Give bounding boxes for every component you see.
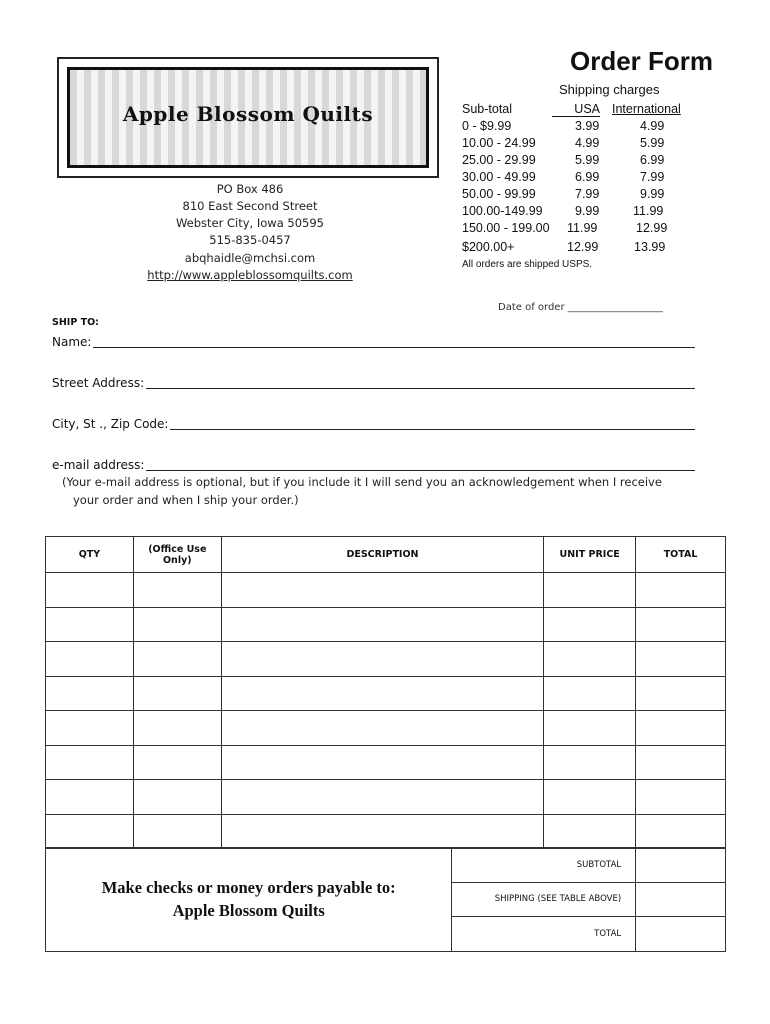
- shipping-row: [462, 170, 702, 186]
- address-street: 810 East Second Street: [182, 199, 318, 213]
- office-use-cell[interactable]: [133, 642, 221, 677]
- office-use-line1: (Office Use: [148, 543, 207, 555]
- street-address-field[interactable]: [52, 372, 695, 390]
- shipping-row: [462, 204, 702, 220]
- office-use-cell[interactable]: [133, 676, 221, 711]
- description-cell[interactable]: [221, 607, 543, 642]
- shipping-intl: 12.99: [636, 221, 668, 235]
- description-cell[interactable]: [221, 780, 543, 815]
- total-cell[interactable]: [636, 780, 726, 815]
- description-cell[interactable]: [221, 676, 543, 711]
- qty-cell[interactable]: [46, 642, 134, 677]
- shipping-range: 150.00 - 199.00: [462, 221, 550, 235]
- shipping-intl: 4.99: [640, 119, 665, 133]
- shipping-usa: 4.99: [575, 136, 600, 150]
- description-header: DESCRIPTION: [221, 537, 543, 573]
- shipping-row: [462, 119, 702, 135]
- description-cell[interactable]: [221, 745, 543, 780]
- shipping-header-row: [462, 102, 702, 118]
- office-use-cell[interactable]: [133, 607, 221, 642]
- total-cell[interactable]: [636, 711, 726, 746]
- table-row: [46, 642, 726, 677]
- shipping-range: 0 - $9.99: [462, 119, 512, 133]
- table-row: [46, 780, 726, 815]
- qty-cell[interactable]: [46, 745, 134, 780]
- shipping-usa: 11.99: [567, 221, 598, 235]
- total-cell[interactable]: [636, 745, 726, 780]
- qty-cell[interactable]: [46, 711, 134, 746]
- shipping-row: [462, 153, 702, 169]
- address-city: Webster City, Iowa 50595: [175, 216, 324, 230]
- description-cell[interactable]: [221, 573, 543, 608]
- description-cell[interactable]: [221, 814, 543, 849]
- shipping-col-usa: USA: [552, 102, 600, 117]
- qty-cell[interactable]: [46, 573, 134, 608]
- shipping-intl: 5.99: [640, 136, 665, 150]
- office-use-cell[interactable]: [133, 573, 221, 608]
- subtotal-label: SUBTOTAL: [452, 848, 636, 883]
- unit-price-cell[interactable]: [544, 607, 636, 642]
- shipping-usa: 7.99: [575, 187, 600, 201]
- description-cell[interactable]: [221, 642, 543, 677]
- unit-price-cell[interactable]: [544, 745, 636, 780]
- email-label: e-mail address:: [52, 458, 145, 472]
- total-value-cell[interactable]: [636, 917, 726, 952]
- email-field-line: [52, 470, 695, 471]
- street-address-label: Street Address:: [52, 376, 145, 390]
- email-note-line1: (Your e-mail address is optional, but if you include it I will send you an acknowledgement when I receive: [62, 475, 662, 489]
- page-title: Order Form: [570, 46, 714, 76]
- unit-price-cell[interactable]: [544, 573, 636, 608]
- payment-line2: Apple Blossom Quilts: [172, 901, 325, 921]
- email-field[interactable]: [52, 454, 695, 472]
- total-cell[interactable]: [636, 676, 726, 711]
- name-label: Name:: [52, 335, 92, 349]
- order-table-header: [46, 537, 726, 573]
- qty-cell[interactable]: [46, 676, 134, 711]
- payment-line1: Make checks or money orders payable to:: [101, 878, 396, 898]
- table-row: [46, 745, 726, 780]
- name-field-line: [52, 347, 695, 348]
- total-cell[interactable]: [636, 642, 726, 677]
- logo-text: Apple Blossom Quilts: [122, 102, 374, 126]
- date-of-order-field[interactable]: Date of order ___________________: [498, 302, 663, 313]
- unit-price-header: UNIT PRICE: [544, 537, 636, 573]
- shipping-intl: 7.99: [640, 170, 665, 184]
- city-state-zip-field[interactable]: [52, 413, 695, 431]
- qty-cell[interactable]: [46, 780, 134, 815]
- unit-price-cell[interactable]: [544, 814, 636, 849]
- office-use-header: [133, 537, 221, 573]
- shipping-range: 100.00-149.99: [462, 204, 543, 218]
- table-row: [46, 607, 726, 642]
- office-use-line2: Only): [162, 554, 192, 566]
- unit-price-cell[interactable]: [544, 711, 636, 746]
- shipping-range: 50.00 - 99.99: [462, 187, 536, 201]
- shipping-intl: 13.99: [634, 240, 666, 254]
- shipping-usa: 3.99: [575, 119, 600, 133]
- total-label: TOTAL: [452, 917, 636, 952]
- unit-price-cell[interactable]: [544, 676, 636, 711]
- shipping-usa: 5.99: [575, 153, 600, 167]
- table-row: [46, 711, 726, 746]
- logo: [57, 57, 439, 178]
- shipping-intl: 6.99: [640, 153, 665, 167]
- shipping-row: [462, 221, 702, 237]
- email-note-line2: your order and when I ship your order.): [73, 493, 299, 507]
- office-use-cell[interactable]: [133, 745, 221, 780]
- office-use-cell[interactable]: [133, 711, 221, 746]
- order-table: [45, 536, 726, 849]
- shipping-usa: 9.99: [575, 204, 600, 218]
- total-cell[interactable]: [636, 573, 726, 608]
- address-po-box: PO Box 486: [216, 182, 284, 196]
- shipping-charges-title: Shipping charges: [559, 82, 660, 97]
- unit-price-cell[interactable]: [544, 780, 636, 815]
- office-use-cell[interactable]: [133, 780, 221, 815]
- ship-to-heading: SHIP TO:: [52, 317, 99, 328]
- total-header: TOTAL: [636, 537, 726, 573]
- shipping-label: SHIPPING (SEE TABLE ABOVE): [452, 882, 636, 917]
- qty-cell[interactable]: [46, 814, 134, 849]
- shipping-range: 30.00 - 49.99: [462, 170, 536, 184]
- city-state-zip-label: City, St ., Zip Code:: [52, 417, 169, 431]
- shipping-col-intl: International: [612, 102, 681, 116]
- total-cell[interactable]: [636, 607, 726, 642]
- total-cell[interactable]: [636, 814, 726, 849]
- logo-panel: [67, 67, 429, 168]
- shipping-row: [462, 136, 702, 152]
- description-cell[interactable]: [221, 711, 543, 746]
- table-row: [46, 676, 726, 711]
- shipping-col-subtotal: Sub-total: [462, 102, 513, 116]
- shipping-intl: 9.99: [640, 187, 665, 201]
- shipping-value-cell[interactable]: [636, 882, 726, 917]
- subtotal-value-cell[interactable]: [636, 848, 726, 883]
- phone-number: 515-835-0457: [209, 233, 291, 247]
- street-address-line: [52, 388, 695, 389]
- shipping-range: 25.00 - 29.99: [462, 153, 536, 167]
- qty-cell[interactable]: [46, 607, 134, 642]
- payment-summary-table: [45, 847, 726, 952]
- office-use-cell[interactable]: [133, 814, 221, 849]
- shipping-usa: 12.99: [567, 240, 599, 254]
- shipping-row: [462, 187, 702, 203]
- shipping-range: $200.00+: [462, 240, 515, 254]
- email-address: abqhaidle@mchsi.com: [184, 251, 316, 265]
- table-row: [46, 814, 726, 849]
- unit-price-cell[interactable]: [544, 642, 636, 677]
- payment-instructions: [46, 848, 452, 952]
- shipping-row: [462, 240, 702, 256]
- name-field[interactable]: [52, 331, 695, 349]
- shipping-intl: 11.99: [633, 204, 664, 218]
- shipping-usa: 6.99: [575, 170, 600, 184]
- shipping-note: All orders are shipped USPS.: [462, 259, 593, 270]
- table-row: [46, 573, 726, 608]
- website-link[interactable]: http://www.appleblossomquilts.com: [147, 268, 353, 282]
- shipping-range: 10.00 - 24.99: [462, 136, 536, 150]
- qty-header: QTY: [46, 537, 134, 573]
